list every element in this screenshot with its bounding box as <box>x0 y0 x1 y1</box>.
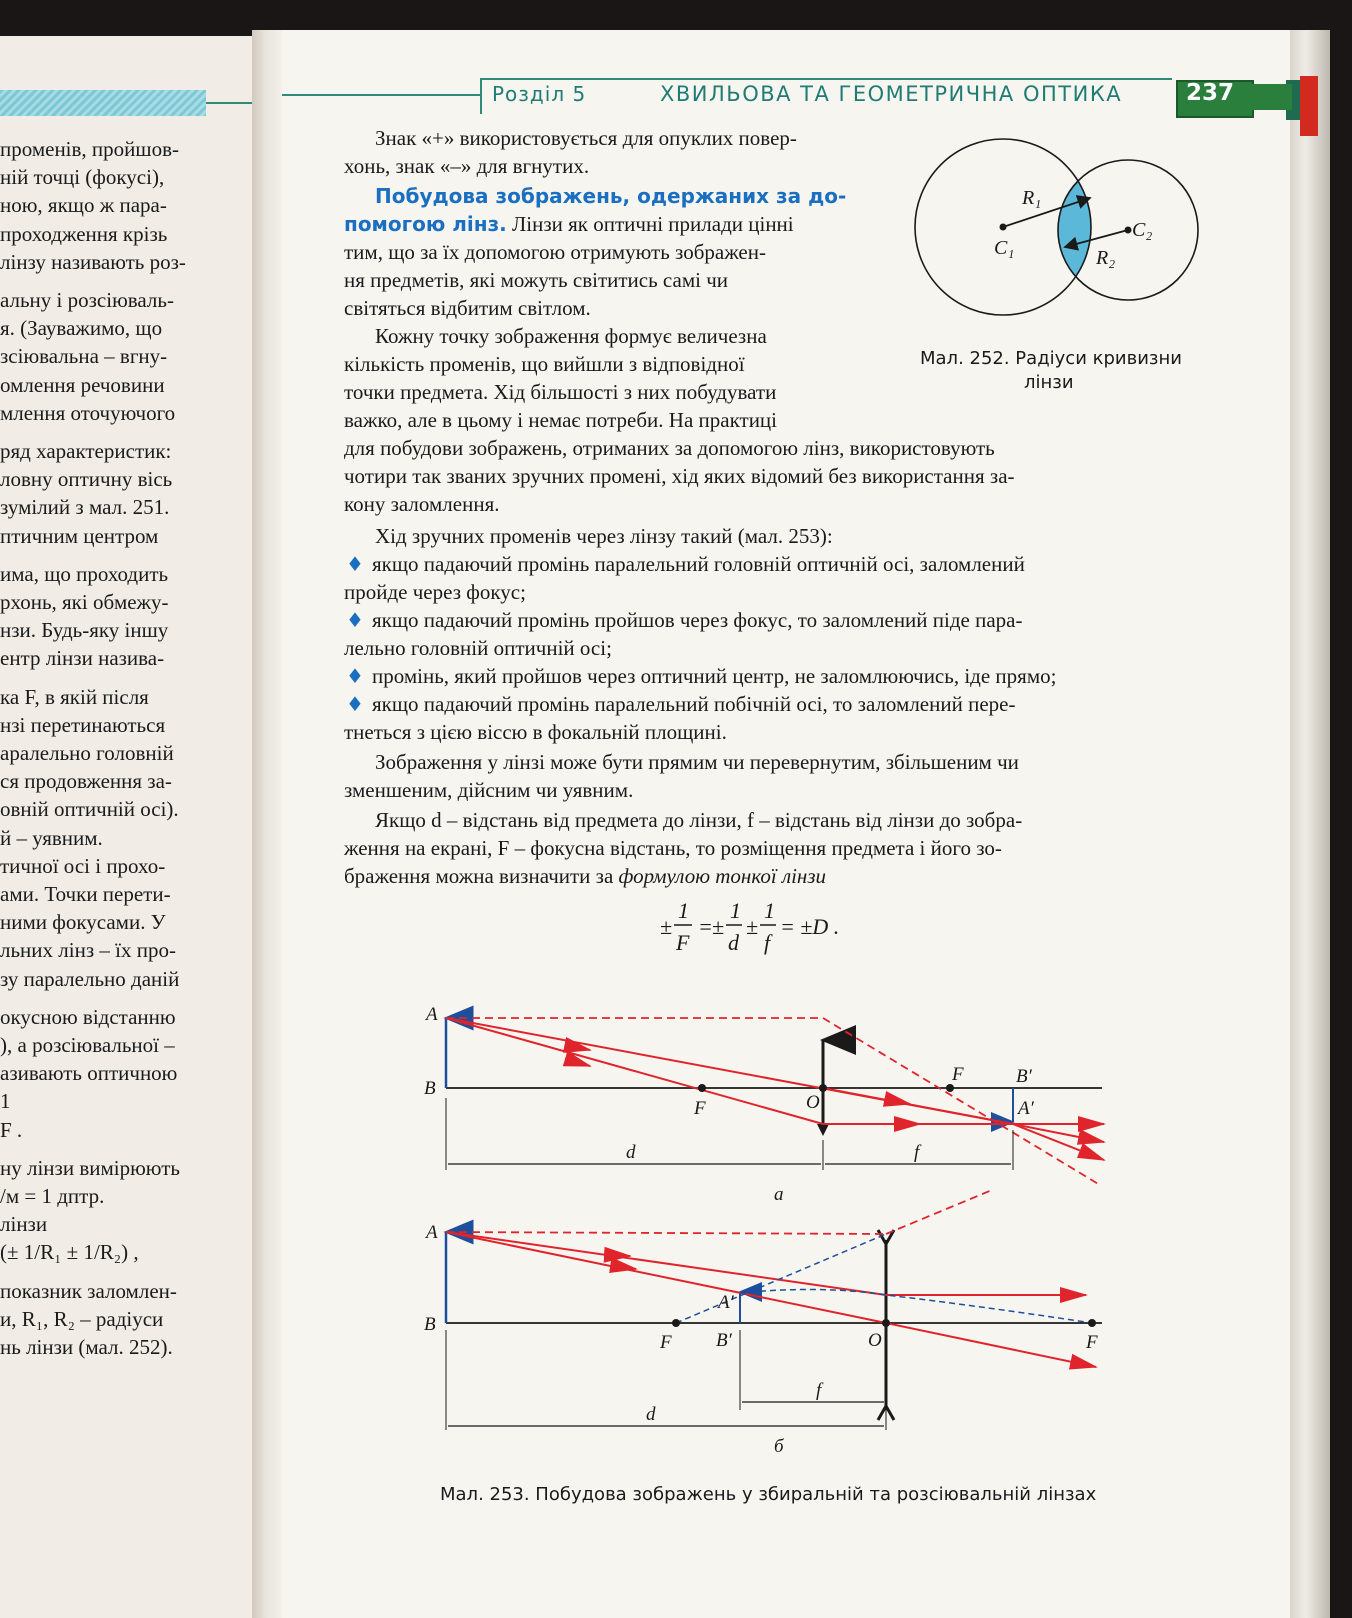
text-line: хонь, знак «–» для вгнутих. <box>344 154 590 178</box>
left-text-line: овній оптичній осі). <box>0 797 179 822</box>
left-text-line: проходження крізь <box>0 221 168 246</box>
left-text-line: льних лінз – їх про- <box>0 938 176 963</box>
label-A: A <box>426 1222 438 1243</box>
section-label: Розділ 5 <box>492 82 587 106</box>
left-text-line: ною, якщо ж пара- <box>0 193 167 218</box>
label-O: O <box>806 1092 820 1113</box>
label-B-prime: B′ <box>716 1330 732 1351</box>
label-r2: R₂ <box>1096 247 1116 269</box>
bullet-diamond: ♦ <box>346 608 364 632</box>
left-text-line: ка F, в якій після <box>0 684 149 709</box>
text-line: промінь, який пройшов через оптичний центр, не заломлюючись, іде прямо; <box>372 664 1057 688</box>
label-d: d <box>626 1142 636 1163</box>
bullet-diamond: ♦ <box>346 692 364 716</box>
left-text-line: ами. Точки перети- <box>0 882 171 906</box>
left-text-line: зсіювальна – вгну- <box>0 344 168 369</box>
left-text-line: /м = 1 дптр. <box>0 1184 105 1208</box>
left-text-line: альну і розсіюваль- <box>0 288 174 312</box>
page-edge <box>1290 30 1330 1618</box>
formula-pm: ± <box>660 914 673 939</box>
label-F-right: F <box>1086 1332 1098 1353</box>
italic-term: формулою тонкої лінзи <box>618 864 827 888</box>
formula-one: 1 <box>678 898 689 923</box>
label-c2: C₂ <box>1132 219 1153 241</box>
formula-pm: ± <box>712 914 725 939</box>
formula-end: = ±D . <box>780 914 840 939</box>
diagram-b <box>424 1190 1102 1457</box>
chapter-title: ХВИЛЬОВА ТА ГЕОМЕТРИЧНА ОПТИКА <box>660 82 1123 106</box>
label-A: A <box>426 1004 438 1025</box>
left-text-line: рхонь, які обмежу- <box>0 590 169 614</box>
page-number: 237 <box>1186 80 1235 106</box>
left-text-line: ній точці (фокусі), <box>0 165 165 190</box>
text-line: ня предметів, які можуть світитись самі чи <box>344 268 728 292</box>
label-B: B <box>424 1314 436 1335</box>
left-text-line: ними фокусами. У <box>0 910 166 935</box>
text-line: важко, але в цьому і немає потреби. На практиці <box>344 408 778 432</box>
text-line: Лінзи як оптичні прилади цінні <box>506 212 794 236</box>
left-text-line: нзи. Будь-яку іншу <box>0 618 169 643</box>
thin-lens-formula <box>660 894 880 958</box>
left-text-line: F . <box>0 1117 23 1142</box>
text-line: світяться відбитим світлом. <box>344 296 591 320</box>
left-text-line: има, що проходить <box>0 561 169 586</box>
label-f: f <box>816 1380 822 1401</box>
formula-one: 1 <box>730 898 741 923</box>
text-line: тим, що за їх допомогою отримують зображен- <box>344 240 766 264</box>
left-text-line: окусною відстанню <box>0 1004 176 1029</box>
section-heading-cont: помогою лінз. <box>344 212 507 236</box>
text-line: браження можна визначити за <box>344 864 619 888</box>
left-text-line: 1 <box>0 1089 11 1114</box>
figure-252-caption-2: лінзи <box>1024 372 1074 393</box>
formula-f: f <box>764 930 771 955</box>
text-line: Зображення у лінзі може бути прямим чи перевернутим, збільшеним чи <box>375 750 1019 774</box>
left-text-line: показник заломлен- <box>0 1278 177 1303</box>
bullet-diamond: ♦ <box>346 664 364 688</box>
left-text-line: я. (Зауважимо, що <box>0 316 163 341</box>
figure-252 <box>910 130 1200 330</box>
text-line: якщо падаючий промінь пройшов через фокус, то заломлений піде пара- <box>372 608 1023 632</box>
left-text-line: тичної осі і прохо- <box>0 853 166 878</box>
text-line: зменшеним, дійсним чи уявним. <box>344 778 634 802</box>
label-B: B <box>424 1078 436 1099</box>
text-line: чотири так званих зручних промені, хід яких відомий без використання за- <box>344 464 1015 488</box>
text-line: пройде через фокус; <box>344 580 526 604</box>
left-text-line: ряд характеристик: <box>0 439 172 463</box>
left-text-line: лінзу називають роз- <box>0 249 186 274</box>
text-line: точки предмета. Хід більшості з них побудувати <box>344 380 777 404</box>
left-text-line: нзі перетинаються <box>0 712 166 737</box>
formula-one: 1 <box>764 898 775 923</box>
text-line: Знак «+» використовується для опуклих повер- <box>375 126 797 150</box>
left-text-line: (± 1/R₁ ± 1/R₂) , <box>0 1240 139 1265</box>
label-O: O <box>868 1330 882 1351</box>
label-d: d <box>646 1404 656 1425</box>
formula-eq: = <box>698 914 713 939</box>
label-F-right: F <box>952 1064 964 1085</box>
text-line: якщо падаючий промінь паралельний головній оптичній осі, заломлений <box>372 552 1025 576</box>
formula-F: F <box>676 930 690 955</box>
red-bookmark <box>1300 76 1318 136</box>
label-f: f <box>914 1142 920 1163</box>
left-text-line: ), а розсіювальної – <box>0 1033 175 1057</box>
text-line: лельно головній оптичній осі; <box>344 636 612 660</box>
header-rule <box>282 94 482 96</box>
figure-252-caption: Мал. 252. Радіуси кривизни <box>920 348 1182 369</box>
label-A-prime: A′ <box>1018 1098 1034 1119</box>
figure-253 <box>420 990 1120 1460</box>
left-text-line: лінзи <box>0 1212 48 1237</box>
left-text-line: нь лінзи (мал. 252). <box>0 1335 173 1359</box>
left-text-line: аралельно головній <box>0 741 174 765</box>
text-line: якщо падаючий промінь паралельний побічній осі, то заломлений пере- <box>372 692 1016 716</box>
label-a: а <box>774 1184 784 1205</box>
text-line: Кожну точку зображення формує величезна <box>375 324 767 348</box>
formula-pm: ± <box>746 914 759 939</box>
left-page <box>0 36 268 1618</box>
label-c1: C₁ <box>994 237 1015 259</box>
left-text-line: и, R₁, R₂ – радіуси <box>0 1306 164 1331</box>
text-line: ження на екрані, F – фокусна відстань, то розміщення предмета і його зо- <box>344 836 1002 860</box>
label-r1: R₁ <box>1022 187 1042 209</box>
bullet-diamond: ♦ <box>346 552 364 576</box>
label-b: б <box>774 1436 784 1457</box>
text-line: тнеться з цією віссю в фокальній площині. <box>344 720 727 744</box>
left-text-line: ентр лінзи назива- <box>0 646 165 671</box>
text-line: кону заломлення. <box>344 492 500 516</box>
diagram-a <box>424 1004 1104 1205</box>
left-text-line: ну лінзи вимірюють <box>0 1155 180 1180</box>
text-line: для побудови зображень, отриманих за допомогою лінз, використовують <box>344 436 995 460</box>
book-gutter <box>252 30 286 1618</box>
left-text-line: птичним центром <box>0 523 159 548</box>
formula-d: d <box>728 930 739 955</box>
text-line: кількість променів, що вийшли з відповідної <box>344 352 745 376</box>
label-F-left: F <box>660 1332 672 1353</box>
label-B-prime: B′ <box>1016 1066 1032 1087</box>
figure-253-caption: Мал. 253. Побудова зображень у збиральній та розсіювальній лінзах <box>440 1484 1097 1505</box>
left-text-line: азивають оптичною <box>0 1061 178 1086</box>
left-text-line: млення оточуючого <box>0 400 176 425</box>
text-line: Якщо d – відстань від предмета до лінзи, f – відстань від лінзи до зобра- <box>375 808 1023 832</box>
label-F-left: F <box>694 1098 706 1119</box>
left-text-line: променів, пройшов- <box>0 137 179 161</box>
left-text-line: зумілий з мал. 251. <box>0 495 170 520</box>
label-A-prime: A′ <box>718 1292 734 1313</box>
left-text-line: й – уявним. <box>0 825 103 850</box>
left-header-banner <box>0 90 206 116</box>
left-text-line: ся продовження за- <box>0 769 172 794</box>
left-text-line: омлення речовини <box>0 372 165 397</box>
left-text-line: зу паралельно даній <box>0 966 180 991</box>
page-number-bar <box>1252 84 1292 110</box>
text-line: Хід зручних променів через лінзу такий (мал. 253): <box>375 524 833 548</box>
section-heading: Побудова зображень, одержаних за до- <box>375 184 847 208</box>
left-text-line: ловну оптичну вісь <box>0 467 173 492</box>
